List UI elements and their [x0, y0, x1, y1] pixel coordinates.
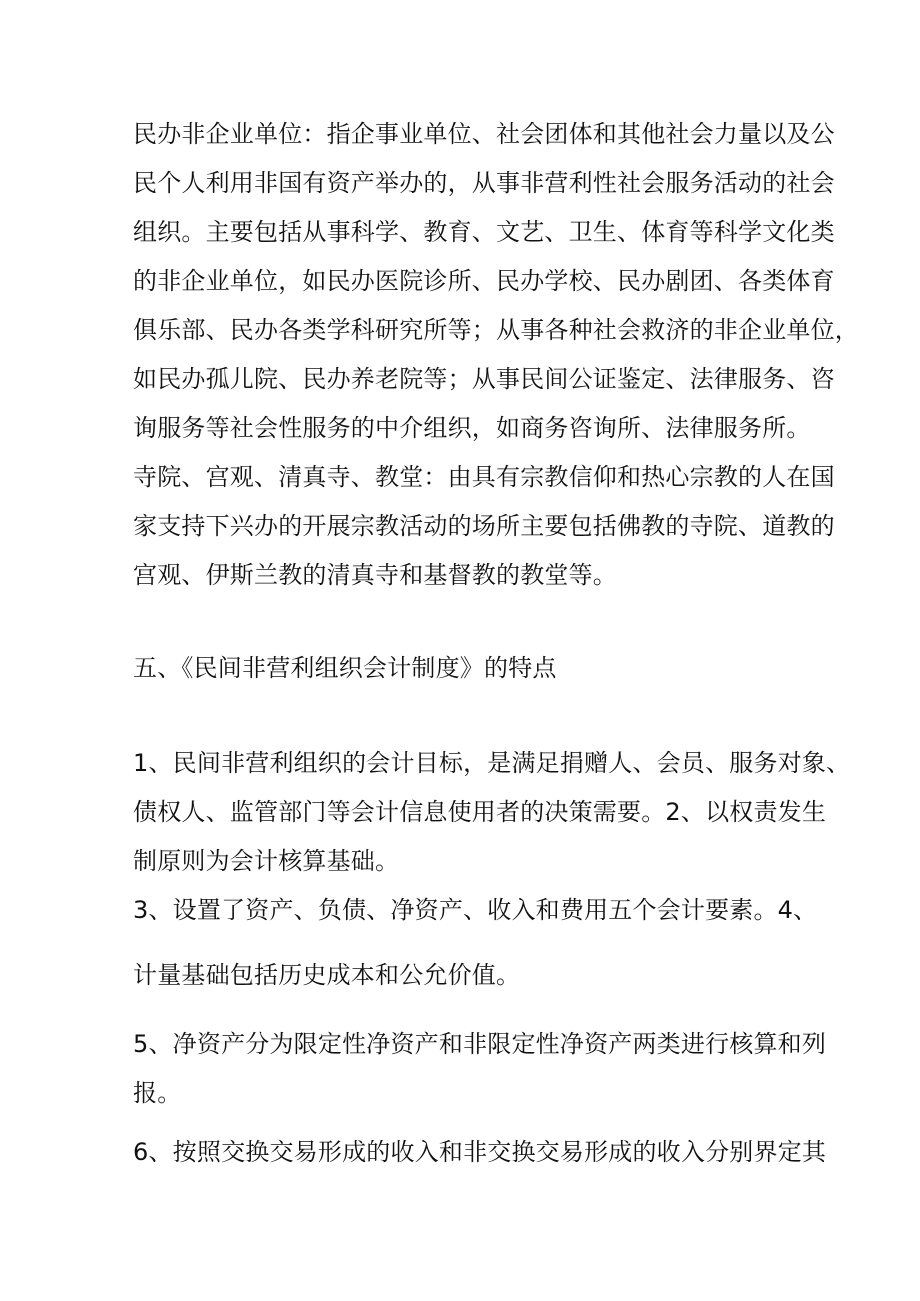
text-line: 如民办孤儿院、民办养老院等；从事民间公证鉴定、法律服务、咨: [133, 365, 835, 393]
text-line: 民办非企业单位：指企事业单位、社会团体和其他社会力量以及公: [133, 120, 835, 148]
text-line: 报。: [133, 1079, 182, 1107]
text-line: 寺院、宫观、清真寺、教堂：由具有宗教信仰和热心宗教的人在国: [133, 463, 835, 491]
text-line: 1、民间非营利组织的会计目标，是满足捐赠人、会员、服务对象、: [133, 749, 851, 777]
text-line: 宫观、伊斯兰教的清真寺和基督教的教堂等。: [133, 561, 617, 589]
text-line: 家支持下兴办的开展宗教活动的场所主要包括佛教的寺院、道教的: [133, 512, 835, 540]
text-line: 5、净资产分为限定性净资产和非限定性净资产两类进行核算和列: [133, 1030, 827, 1058]
text-line: 组织。主要包括从事科学、教育、文艺、卫生、体育等科学文化类: [133, 218, 835, 246]
section-heading: 五、《民间非营利组织会计制度》的特点: [133, 654, 557, 682]
text-line: 制原则为会计核算基础。: [133, 847, 400, 875]
text-line: 询服务等社会性服务的中介组织，如商务咨询所、法律服务所。: [133, 414, 811, 442]
text-line: 计量基础包括历史成本和公允价值。: [133, 961, 521, 989]
text-line: 的非企业单位，如民办医院诊所、民办学校、民办剧团、各类体育: [133, 267, 835, 295]
text-line: 俱乐部、民办各类学科研究所等；从事各种社会救济的非企业单位，: [133, 316, 859, 344]
text-line: 6、按照交换交易形成的收入和非交换交易形成的收入分别界定其: [133, 1138, 827, 1166]
text-line: 债权人、监管部门等会计信息使用者的决策需要。2、以权责发生: [133, 798, 827, 826]
text-line: 3、设置了资产、负债、净资产、收入和费用五个会计要素。4、: [133, 896, 818, 924]
text-line: 民个人利用非国有资产举办的，从事非营利性社会服务活动的社会: [133, 169, 835, 197]
